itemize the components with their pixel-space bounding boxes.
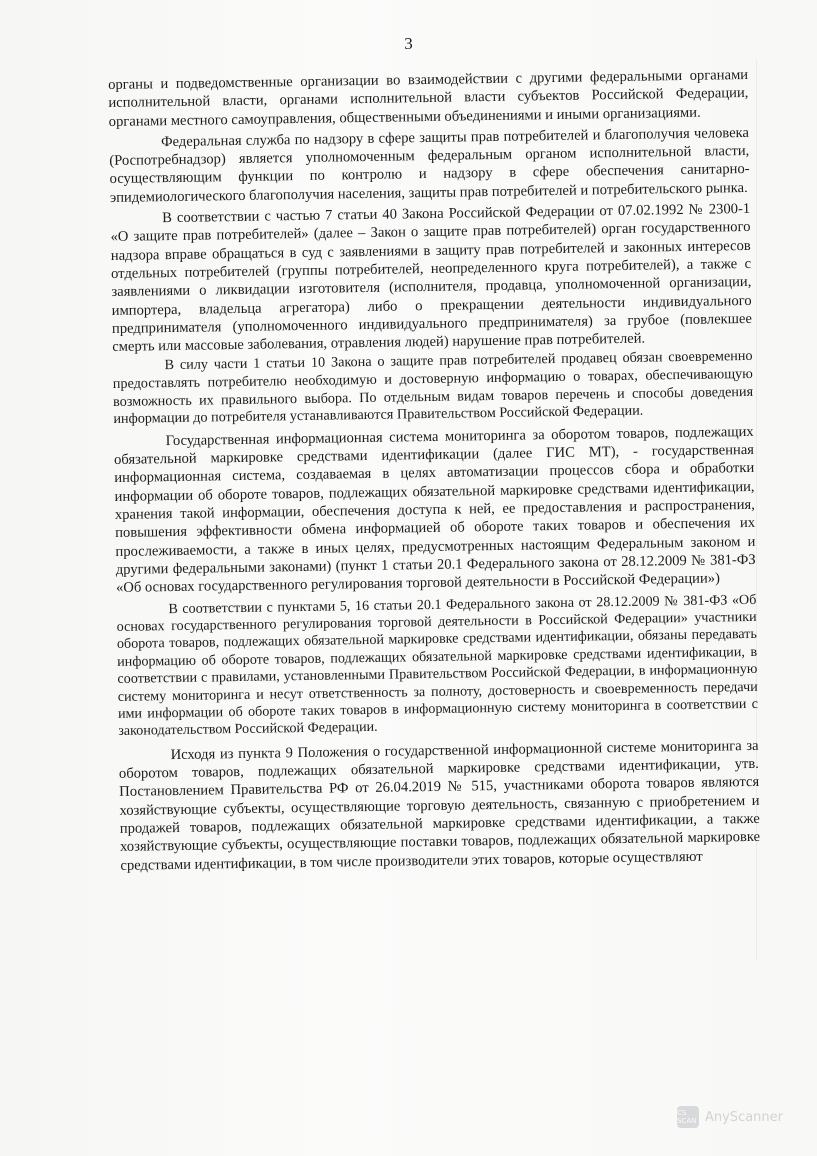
paragraph-article-10: В силу части 1 статьи 10 Закона о защите прав потребителей продавец обязан своевременно предоставлять потребителю необходимую и достоверную информацию о товарах, обеспечивающую возможность их правильного выбора. По отдельным видам товаров перечень и способы доведения информации до потребителя устанавливаются Правительством Российской Федерации. — [112, 348, 754, 428]
page-number: 3 — [404, 34, 413, 53]
paragraph-consumer-law-article-40: В соответствии с частью 7 статьи 40 Закона Российской Федерации от 07.02.1992 № 2300-1 «О защите прав потребителей» (далее – Закон о защите прав потребителей) орган государственного надзора вправе обращаться в суд с заявлениями в защиту прав потребителей и законных интересов отдельных потребителей (группы потребителей, неопределенного круга потребителей), а также с заявлениями о ликвидации изготовителя (исполнителя, продавца, уполномоченной организации, импортера, владельца агрегатора) либо о прекращении деятельности индивидуального предпринимателя (уполномоченного индивидуального предпринимателя) за грубое (повлекшее смерть или массовые заболевания, отравления людей) нарушение прав потребителей. — [110, 201, 753, 356]
paragraph-regulation-515: Исходя из пункта 9 Положения о государственной информационной системе мониторинга за оборотом товаров, подлежащих обязательной маркировке средствами идентификации, утв. Постановлением Правительства РФ от 26.04.2019 № 515, участниками оборота товаров являются хозяйствующие субъекты, осуществляющие торговую деятельность, связанную с приобретением и продажей товаров, подлежащих обязательной маркировке средствами идентификации, а также хозяйствующие субъекты, осуществляющие поставки товаров, подлежащих обязательной маркировке средствами идентификации, в том числе производители этих товаров, которые осуществляют — [118, 737, 761, 874]
document-body — [108, 66, 760, 876]
paragraph-rospotrebnadzor: Федеральная служба по надзору в сфере защиты прав потребителей и благополучия человека (Роспотребнадзор) является уполномоченным федеральным органом исполнительной власти, осуществляющим функции по контролю и надзору в сфере обеспечения санитарно-эпидемиологического благополучия населения, защиты прав потребителей и потребительского рынка. — [109, 124, 750, 206]
scanner-watermark — [677, 1106, 783, 1128]
paragraph-gis-mt: Государственная информационная система мониторинга за оборотом товаров, подлежащих обязательной маркировке средствами идентификации (далее ГИС МТ), - государственная информационная система, создаваемая в целях автоматизации процессов сбора и обработки информации об обороте товаров, подлежащих обязательной маркировке средствами идентификации, хранения такой информации, обеспечения доступа к ней, ее предоставления и распространения, повышения эффективности обмена информацией об обороте таких товаров и обеспечения их прослеживаемости, а также в иных целях, предусмотренных настоящим Федеральным законом и другими федеральными законами) (пункт 1 статьи 20.1 Федерального закона от 28.12.2009 № 381-ФЗ «Об основах государственного регулирования торговой деятельности в Российской Федерации») — [113, 423, 756, 597]
paragraph-continuation: органы и подведомственные организации во взаимодействии с другими федеральными органами исполнительной власти, органами исполнительной власти субъектов Российской Федерации, органами местного самоуправления, общественными объединениями и иными организациями. — [108, 66, 749, 130]
scanner-logo-icon: CS SCAN — [677, 1106, 699, 1128]
paragraph-article-20-1: В соответствии с пунктами 5, 16 статьи 20.1 Федерального закона от 28.12.2009 № 381-ФЗ «Об основах государственного регулирования торговой деятельности в Российской Федерации» участники оборота товаров, подлежащих обязательной маркировке средствами идентификации, обязаны передавать информацию об обороте товаров, подлежащих обязательной маркировке средствами идентификации, в соответствии с правилами, установленными Правительством Российской Федерации, в информационную систему мониторинга и несут ответственность за полноту, достоверность и своевременность передачи ими информации об обороте таких товаров в информационную систему мониторинга в соответствии с законодательством Российской Федерации. — [116, 591, 759, 740]
scanner-watermark-label: AnyScanner — [704, 1109, 783, 1125]
